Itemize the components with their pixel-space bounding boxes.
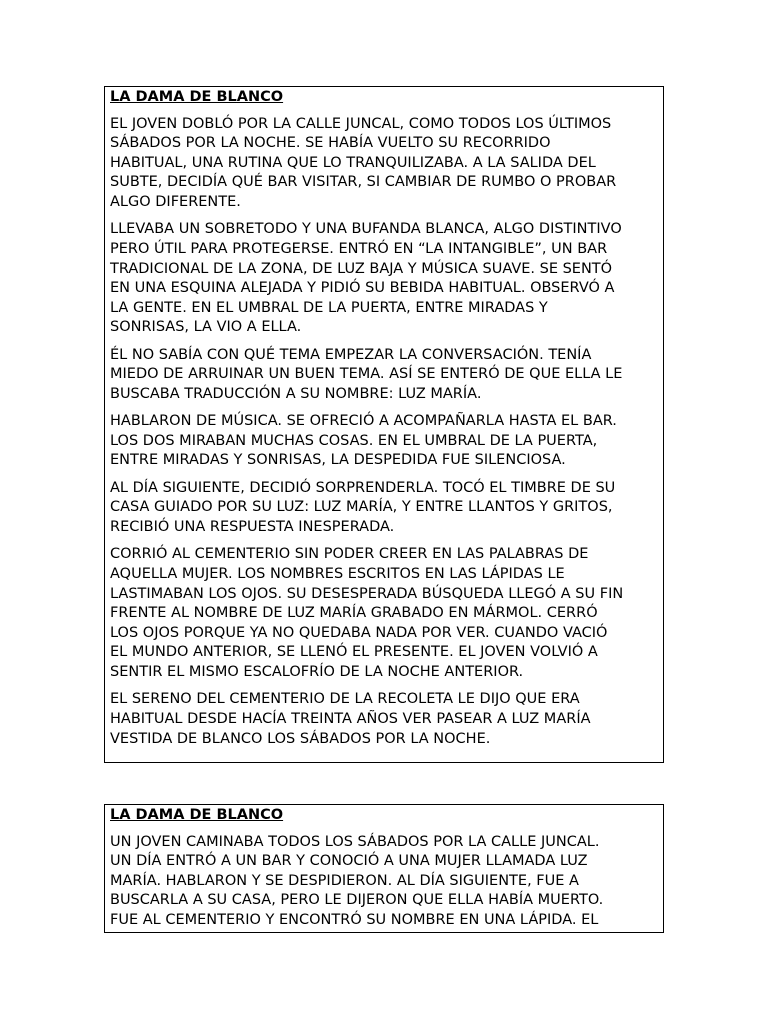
story-title: LA DAMA DE BLANCO: [110, 89, 284, 105]
story-box-summary: [104, 804, 664, 933]
story-paragraph: AL DÍA SIGUIENTE, DECIDIÓ SORPRENDERLA. TOCÓ EL TIMBRE DE SU CASA GUIADO POR SU LUZ: LUZ MARÍA, Y ENTRE LLANTOS Y GRITOS, RECIBIÓ UNA RESPUESTA INESPERADA.: [110, 479, 616, 536]
summary-paragraph: UN JOVEN CAMINABA TODOS LOS SÁBADOS POR LA CALLE JUNCAL. UN DÍA ENTRÓ A UN BAR Y CONOCIÓ A UNA MUJER LLAMADA LUZ MARÍA. HABLARON Y SE DESPIDIERON. AL DÍA SIGUIENTE, FUE A BUSCARLA A SU CASA, PERO LE DIJERON QUE ELLA HABÍA MUERTO. FUE AL CEMENTERIO Y ENCONTRÓ SU NOMBRE EN UNA LÁPIDA. EL: [110, 833, 604, 928]
summary-title: LA DAMA DE BLANCO: [110, 807, 284, 823]
story-paragraph: EL JOVEN DOBLÓ POR LA CALLE JUNCAL, COMO TODOS LOS ÚLTIMOS SÁBADOS POR LA NOCHE. SE HABÍA VUELTO SU RECORRIDO HABITUAL, UNA RUTINA QUE LO TRANQUILIZABA. A LA SALIDA DEL SUBTE, DECIDÍA QUÉ BAR VISITAR, SI CAMBIAR DE RUMBO O PROBAR ALGO DIFERENTE.: [110, 115, 617, 210]
story-paragraph: ÉL NO SABÍA CON QUÉ TEMA EMPEZAR LA CONVERSACIÓN. TENÍA MIEDO DE ARRUINAR UN BUEN TEMA. ASÍ SE ENTERÓ DE QUE ELLA LE BUSCABA TRADUCCIÓN A SU NOMBRE: LUZ MARÍA.: [110, 346, 623, 402]
story-box-long: [104, 86, 664, 763]
story-paragraph: LLEVABA UN SOBRETODO Y UNA BUFANDA BLANCA, ALGO DISTINTIVO PERO ÚTIL PARA PROTEGERSE. ENTRÓ EN “LA INTANGIBLE”, UN BAR TRADICIONAL DE LA ZONA, DE LUZ BAJA Y MÚSICA SUAVE. SE SENTÓ EN UNA ESQUINA ALEJADA Y PIDIÓ SU BEBIDA HABITUAL. OBSERVÓ A LA GENTE. EN EL UMBRAL DE LA PUERTA, ENTRE MIRADAS Y SONRISAS, LA VIO A ELLA.: [110, 221, 622, 336]
story-paragraph: CORRIÓ AL CEMENTERIO SIN PODER CREER EN LAS PALABRAS DE AQUELLA MUJER. LOS NOMBRES ESCRITOS EN LAS LÁPIDAS LE LASTIMABAN LOS OJOS. SU DESESPERADA BÚSQUEDA LLEGÓ A SU FIN FRENTE AL NOMBRE DE LUZ MARÍA GRABADO EN MÁRMOL. CERRÓ LOS OJOS PORQUE YA NO QUEDABA NADA POR VER. CUANDO VACIÓ EL MUNDO ANTERIOR, SE LLENÓ EL PRESENTE. EL JOVEN VOLVIÓ A SENTIR EL MISMO ESCALOFRÍO DE LA NOCHE ANTERIOR.: [110, 546, 624, 681]
story-paragraph: EL SERENO DEL CEMENTERIO DE LA RECOLETA LE DIJO QUE ERA HABITUAL DESDE HACÍA TREINTA AÑOS VER PASEAR A LUZ MARÍA VESTIDA DE BLANCO LOS SÁBADOS POR LA NOCHE.: [110, 691, 591, 747]
story-paragraph: HABLARON DE MÚSICA. SE OFRECIÓ A ACOMPAÑARLA HASTA EL BAR. LOS DOS MIRABAN MUCHAS COSAS. EN EL UMBRAL DE LA PUERTA, ENTRE MIRADAS Y SONRISAS, LA DESPEDIDA FUE SILENCIOSA.: [110, 413, 617, 469]
